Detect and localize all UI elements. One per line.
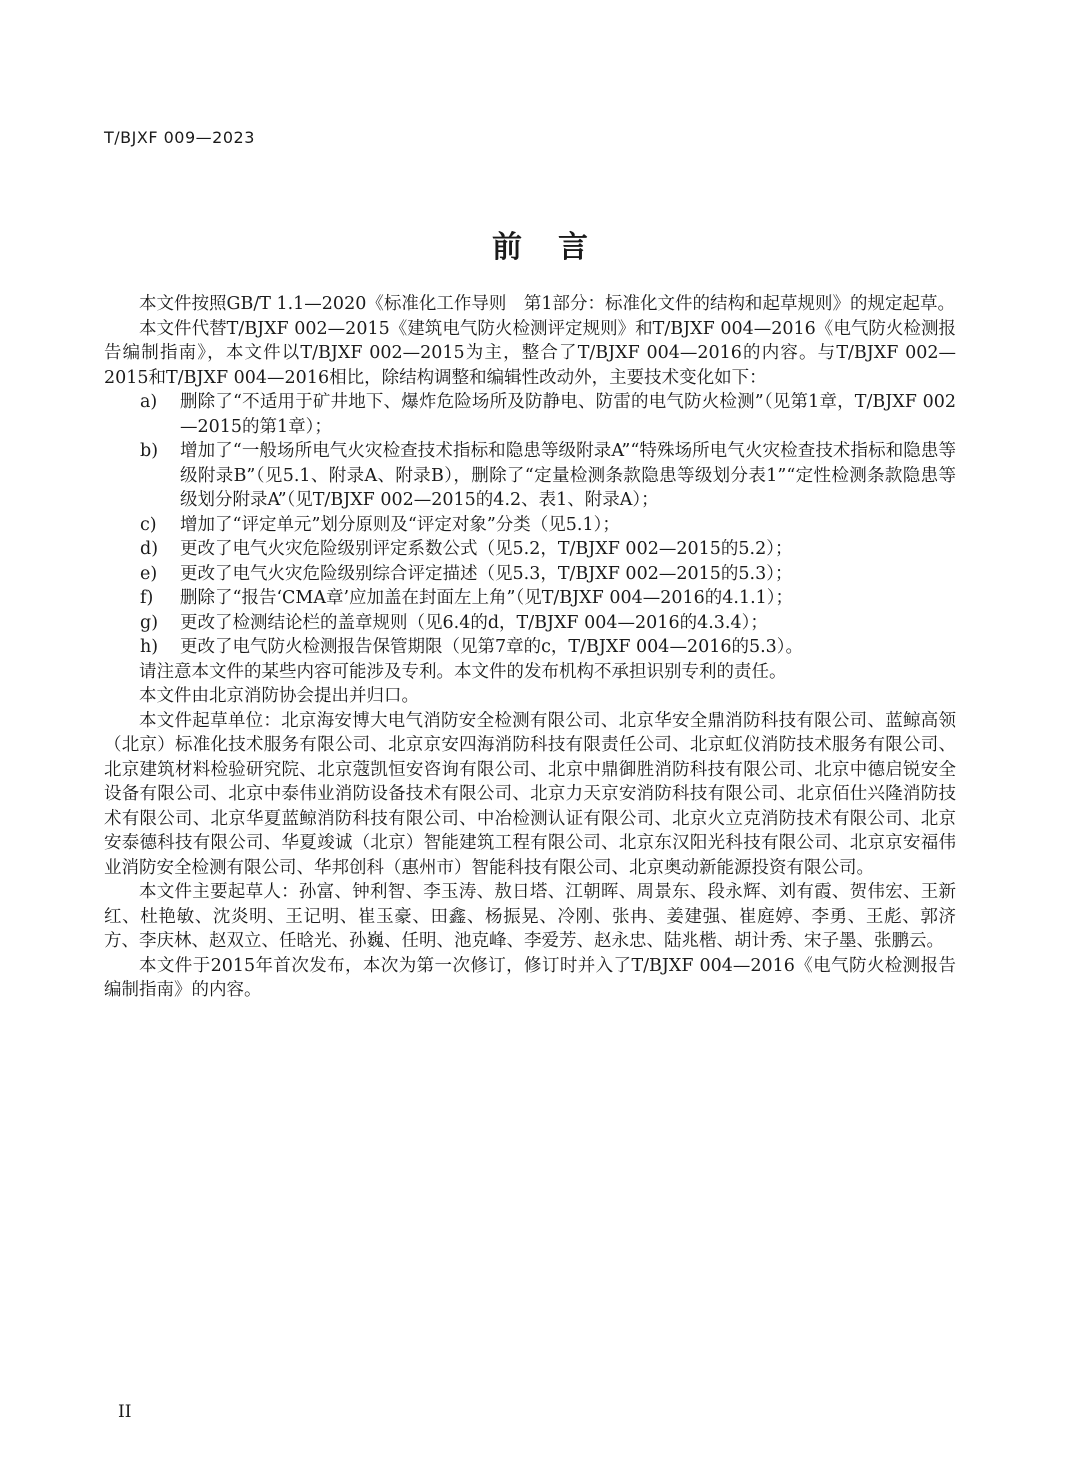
technical-changes-list [104, 390, 956, 660]
proposer-paragraph: 本文件由北京消防协会提出并归口。 [139, 686, 419, 706]
paragraph: 本文件按照GB/T 1.1—2020《标准化工作导则 第1部分：标准化文件的结构和起草规则》的规定起草。 [139, 294, 955, 314]
list-item [104, 439, 956, 513]
list-item-text: 更改了电气火灾危险级别综合评定描述（见5.3，T/BJXF 002—2015的5.3）； [180, 563, 793, 584]
paragraph: 本文件代替T/BJXF 002—2015《建筑电气防火检测评定规则》和T/BJXF 004—2016《电气防火检测报告编制指南》，本文件以T/BJXF 002—2015为主，整合了T/BJXF 004—2016的内容。与T/BJXF 002—2015和T/BJXF 004—2016相比，除结构调整和编辑性改动外，主要技术变化如下： [104, 318, 956, 388]
list-marker: h) [140, 637, 159, 657]
list-item [104, 537, 956, 562]
list-item-text: 更改了检测结论栏的盖章规则（见6.4的d，T/BJXF 004—2016的4.3.4）； [180, 612, 768, 633]
list-item [104, 390, 956, 439]
list-marker: d) [140, 539, 159, 559]
list-marker: e) [140, 563, 158, 584]
page-title: 前言 [492, 230, 624, 265]
page-number: II [118, 1402, 132, 1422]
list-item [104, 611, 956, 636]
list-item-text: 增加了“评定单元”划分原则及“评定对象”分类（见5.1）； [180, 514, 620, 535]
patent-notice: 请注意本文件的某些内容可能涉及专利。本文件的发布机构不承担识别专利的责任。 [139, 661, 787, 682]
drafting-units-paragraph: 本文件起草单位：北京海安博大电气消防安全检测有限公司、北京华安全鼎消防科技有限公司、蓝鲸高领（北京）标准化技术服务有限公司、北京京安四海消防科技有限责任公司、北京虹仪消防技术服务有限公司、北京建筑材料检验研究院、北京蔻凯恒安咨询有限公司、北京中鼎御胜消防科技有限公司、北京中德启锐安全设备有限公司、北京中泰伟业消防设备技术有限公司、北京力天京安消防科技有限公司、北京佰仕兴隆消防技术有限公司、北京华夏蓝鲸消防科技有限公司、中冶检测认证有限公司、北京火立克消防技术有限公司、北京安泰德科技有限公司、华夏竣诚（北京）智能建筑工程有限公司、北京东汉阳光科技有限公司、北京京安福伟业消防安全检测有限公司、华邦创科（惠州市）智能科技有限公司、北京奥动新能源投资有限公司。 [104, 710, 956, 878]
list-marker: b) [140, 441, 159, 461]
list-item-text: 更改了电气火灾危险级别评定系数公式（见5.2，T/BJXF 002—2015的5.2）； [180, 539, 793, 559]
list-marker: f) [140, 588, 154, 608]
list-marker: a) [140, 392, 158, 412]
list-marker: g) [140, 612, 159, 633]
foreword-content [104, 292, 956, 1003]
list-item-text: 删除了“不适用于矿井地下、爆炸危险场所及防静电、防雷的电气防火检测”（见第1章，T/BJXF 002—2015的第1章）； [180, 392, 956, 437]
list-item-text: 删除了“报告‘CMA章’应加盖在封面左上角”（见T/BJXF 004—2016的4.1.1）； [180, 588, 794, 608]
list-marker: c) [140, 514, 157, 535]
list-item-text: 增加了“一般场所电气火灾检查技术指标和隐患等级附录A”“特殊场所电气火灾检查技术指标和隐患等级附录B”（见5.1、附录A、附录B），删除了“定量检测条款隐患等级划分表1”“定性检测条款隐患等级划分附录A”（见T/BJXF 002—2015的4.2、表1、附录A）； [180, 441, 956, 510]
publication-history-paragraph: 本文件于2015年首次发布，本次为第一次修订，修订时并入了T/BJXF 004—2016《电气防火检测报告编制指南》的内容。 [104, 955, 956, 1000]
list-item [104, 562, 956, 587]
list-item [104, 586, 956, 611]
list-item [104, 635, 956, 660]
list-item-text: 更改了电气防火检测报告保管期限（见第7章的c，T/BJXF 004—2016的5.3）。 [180, 637, 804, 657]
document-code: T/BJXF 009—2023 [104, 128, 255, 147]
drafters-paragraph: 本文件主要起草人：孙富、钟利智、李玉涛、敖日塔、江朝晖、周景东、段永辉、刘有霞、贺伟宏、王新红、杜艳敏、沈炎明、王记明、崔玉豪、田鑫、杨振晃、冷刚、张冉、姜建强、崔庭婷、李勇、王彪、郭济方、李庆林、赵双立、任晗光、孙巍、任明、池克峰、李爱芳、赵永忠、陆兆楷、胡计秀、宋子墨、张鹏云。 [104, 882, 956, 951]
list-item [104, 513, 956, 538]
